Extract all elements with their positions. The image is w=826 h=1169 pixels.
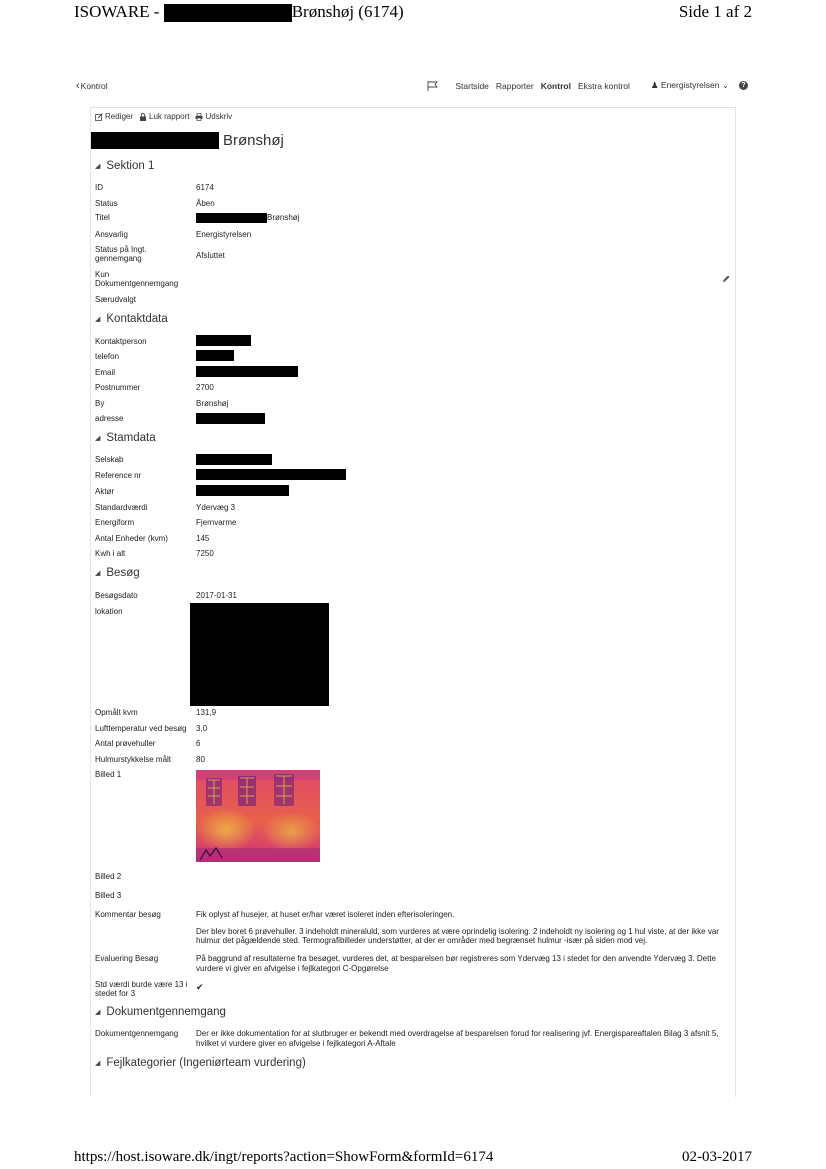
print-button[interactable]: [195, 112, 232, 121]
field-label: Kun Dokumentgennemgang: [95, 270, 179, 288]
field-label: Lufttemperatur ved besøg: [95, 724, 187, 733]
printer-icon: [195, 113, 203, 121]
field-value: Energistyrelsen: [196, 230, 252, 239]
collapse-triangle-icon: ◢: [95, 1060, 101, 1067]
field-label: Særudvalgt: [95, 295, 136, 304]
field-value: 6: [196, 739, 201, 748]
field-label: Status: [95, 199, 118, 208]
location-map-redacted: [190, 603, 329, 706]
field-label: Std værdi burde være 13 i stedet for 3: [95, 980, 188, 998]
collapse-triangle-icon: ◢: [95, 570, 101, 577]
checkmark-icon: ✔: [196, 982, 204, 992]
field-label: lokation: [95, 607, 123, 616]
field-value: Der er ikke dokumentation for at slutbruger er bekendt med overdragelse af besparelsen forud for realisering jvf. Energispareaftalen Bilag 3 afsnit 5, hvilket vi vurdere giver en afvigelse i fejlkategori A-Aftale: [196, 1029, 719, 1048]
field-label: Billed 3: [95, 891, 122, 900]
field-label: Besøgsdato: [95, 591, 138, 600]
field-value: Fjernvarme: [196, 518, 237, 527]
collapse-triangle-icon: ◢: [95, 1009, 101, 1016]
print-title: [74, 2, 404, 22]
page-title: [91, 130, 284, 150]
collapse-triangle-icon: ◢: [95, 316, 101, 323]
field-value: 7250: [196, 549, 214, 558]
print-header: [74, 2, 752, 24]
chevron-left-icon: ‹: [76, 80, 80, 92]
print-label: Udskriv: [205, 112, 233, 121]
field-label: Energiform: [95, 518, 135, 527]
report-toolbar: [95, 112, 232, 121]
field-label: Aktør: [95, 487, 115, 496]
field-value: På baggrund af resultaterne fra besøget, vurderes det, at besparelsen bør registreres som Ydervæg 13 i stedet for den anvendte Ydervæg 3. Dette vurdere vi giver en afvigelse i fejlkategori C-Opgørelse: [196, 954, 716, 973]
field-label: Antal prøvehuller: [95, 739, 156, 748]
field-label: telefon: [95, 352, 120, 361]
nav-link-startside[interactable]: Startside: [455, 80, 489, 91]
field-label: Kwh i alt: [95, 549, 126, 558]
redaction-box: [196, 366, 298, 377]
close-report-button[interactable]: [139, 112, 189, 121]
field-value: [196, 366, 736, 377]
field-value: Ydervæg 3: [196, 503, 236, 512]
field-label: Standardværdi: [95, 503, 148, 512]
field-label: Evaluering Besøg: [95, 954, 159, 963]
section-header-kontaktdata[interactable]: [95, 313, 168, 325]
field-label: Billed 2: [95, 872, 122, 881]
field-label: Status på Ingt. gennemgang: [95, 245, 147, 263]
print-footer: [74, 1149, 752, 1169]
print-date: 02-03-2017: [682, 1149, 752, 1165]
flag-icon[interactable]: [427, 81, 439, 91]
redaction-box: [196, 454, 272, 465]
section-title: Fejlkategorier (Ingeniørteam vurdering): [106, 1057, 306, 1069]
section-title: Besøg: [106, 567, 140, 579]
section-header-stamdata[interactable]: [95, 432, 156, 444]
field-label: Kommentar besøg: [95, 910, 161, 919]
field-value: Afsluttet: [196, 251, 225, 260]
nav-right: [427, 80, 748, 91]
field-label: Ansvarlig: [95, 230, 128, 239]
field-value: [196, 454, 736, 465]
chevron-down-icon: ⌄: [721, 80, 729, 90]
redaction-box: [164, 4, 292, 22]
lock-icon: [139, 113, 147, 121]
edit-icon: [95, 113, 103, 121]
field-value: Brønshøj: [196, 399, 229, 408]
back-link-label: Kontrol: [80, 81, 108, 91]
nav-link-kontrol[interactable]: Kontrol: [540, 80, 571, 91]
section-title: Sektion 1: [106, 160, 155, 172]
field-value: 6174: [196, 183, 214, 192]
field-label: Opmålt kvm: [95, 708, 138, 717]
field-value: [196, 910, 736, 953]
top-navbar: [76, 79, 748, 95]
print-title-prefix: ISOWARE -: [74, 2, 160, 21]
field-label: Email: [95, 368, 116, 377]
field-label: Hulmurstykkelse målt: [95, 755, 172, 764]
field-label: ID: [95, 183, 103, 192]
field-label: By: [95, 399, 105, 408]
print-page-number: Side 1 af 2: [678, 2, 752, 21]
edit-button[interactable]: [95, 112, 133, 121]
user-menu[interactable]: [651, 80, 729, 91]
section-header-dokumentgennemgang[interactable]: [95, 1006, 226, 1018]
field-label: Selskab: [95, 455, 124, 464]
field-label: adresse: [95, 414, 124, 423]
collapse-triangle-icon: ◢: [95, 163, 101, 170]
field-label: Titel: [95, 213, 110, 222]
field-value: [196, 485, 736, 496]
field-value: 2700: [196, 383, 214, 392]
redaction-box: [196, 350, 234, 361]
page-title-text: Brønshøj: [223, 131, 284, 149]
redaction-box: [196, 469, 346, 480]
field-value-text: Brønshøj: [267, 213, 300, 223]
thermal-image[interactable]: [196, 770, 320, 862]
field-value: 145: [196, 534, 210, 543]
comment-paragraph: Fik oplyst af husejer, at huset er/har været isoleret inden efterisoleringen.: [196, 910, 455, 919]
field-value: 3,0: [196, 724, 208, 733]
section-title: Dokumentgennemgang: [106, 1006, 226, 1018]
field-label: Billed 1: [95, 770, 122, 779]
field-value: 80: [196, 755, 205, 764]
user-icon: ♟: [650, 80, 659, 90]
collapse-triangle-icon: ◢: [95, 435, 101, 442]
field-value: 2017-01-31: [196, 591, 237, 600]
print-title-suffix: Brønshøj (6174): [291, 2, 404, 21]
field-value: Åben: [196, 199, 215, 208]
field-value: [196, 213, 736, 223]
close-report-label: Luk rapport: [149, 112, 190, 121]
section-title: Kontaktdata: [106, 313, 168, 325]
redaction-box: [196, 213, 267, 223]
field-label: Antal Enheder (kvm): [95, 534, 168, 543]
field-value: [196, 469, 736, 480]
section-header-sektion-1[interactable]: [95, 160, 154, 172]
field-value: [196, 335, 736, 346]
help-icon[interactable]: ?: [739, 81, 748, 90]
field-label: Reference nr: [95, 471, 142, 480]
edit-label: Rediger: [105, 112, 134, 121]
comment-paragraph: Der blev boret 6 prøvehuller. 3 indeholdt mineraluld, som vurderes at være oprindelig isolering. 2 indeholdt ny isolering og 1 hul viste, at der ikke var hulmur det pågældende sted. Termografibilleder understøtter, at der er områder med begrænset hulmur -især på siden mod vej.: [196, 926, 719, 945]
field-value: [196, 350, 736, 361]
field-label: Dokumentgennemgang: [95, 1029, 179, 1038]
field-value: 131,9: [196, 708, 217, 717]
nav-link-rapporter[interactable]: Rapporter: [495, 80, 534, 91]
section-title: Stamdata: [106, 432, 156, 444]
field-label: Kontaktperson: [95, 337, 147, 346]
print-url: https://host.isoware.dk/ingt/reports?action=ShowForm&formId=6174: [74, 1149, 494, 1165]
pencil-icon[interactable]: [722, 275, 730, 283]
redaction-box: [196, 485, 289, 496]
section-header-fejlkategorier[interactable]: [95, 1057, 306, 1069]
user-name: Energistyrelsen: [660, 80, 720, 90]
redaction-box: [196, 413, 265, 424]
back-link[interactable]: [76, 80, 108, 92]
nav-link-ekstra-kontrol[interactable]: Ekstra kontrol: [577, 80, 630, 91]
section-header-besog[interactable]: [95, 567, 140, 579]
field-value: [196, 413, 736, 424]
field-label: Postnummer: [95, 383, 141, 392]
redaction-box: [91, 132, 219, 149]
redaction-box: [196, 335, 251, 346]
